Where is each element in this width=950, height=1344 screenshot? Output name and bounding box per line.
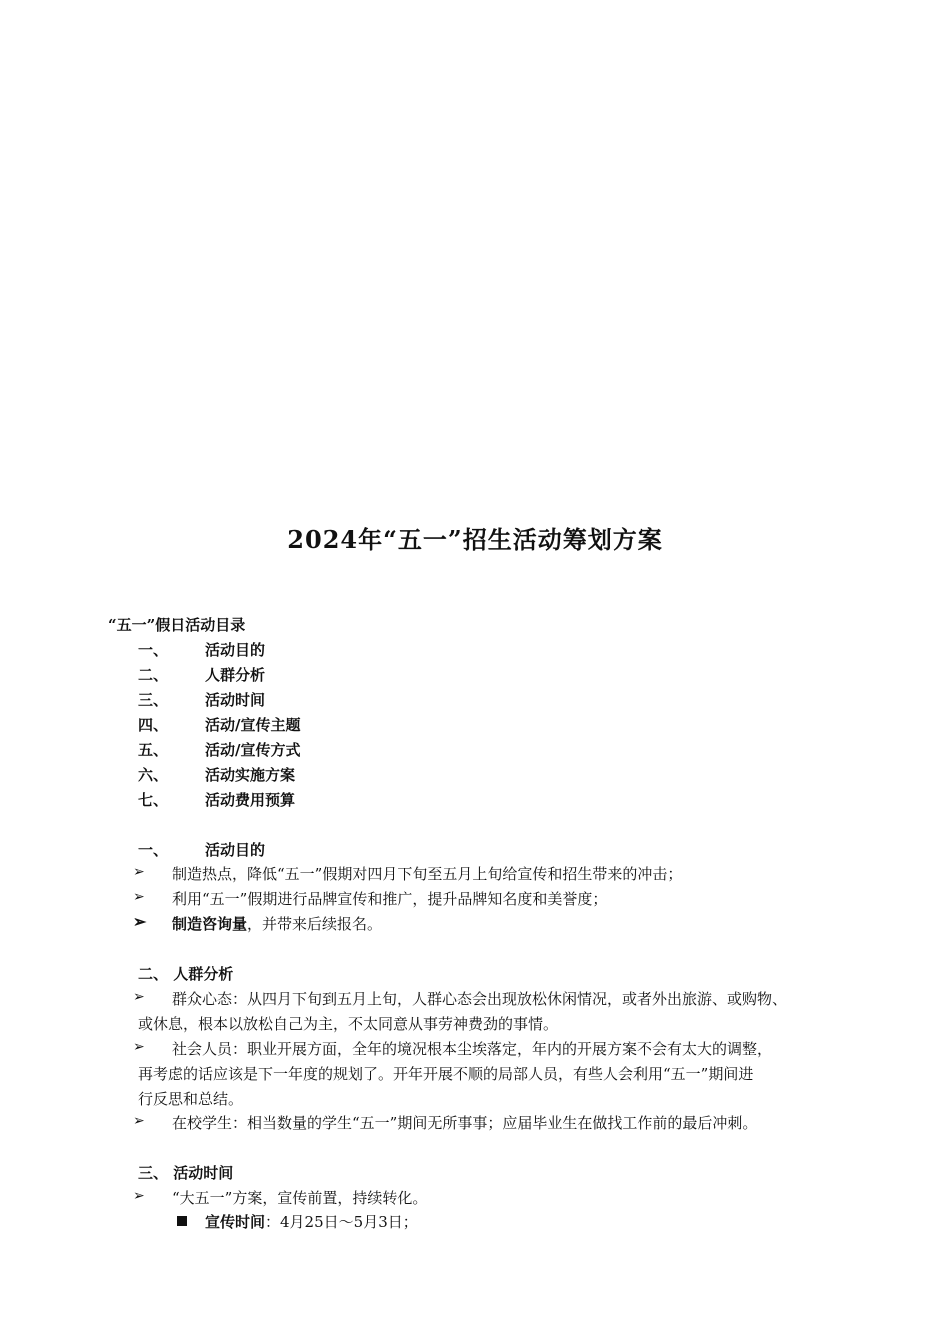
arrow-bullet-icon: ➢ [133,1113,145,1129]
toc-item-number: 六、 [138,766,169,784]
toc-item-text: 活动费用预算 [205,791,296,809]
toc-item-text: 活动/宣传主题 [205,716,301,734]
toc-item-number: 一、 [138,641,169,659]
toc-item-text: 活动时间 [205,691,266,709]
arrow-bullet-icon: ➢ [133,1188,145,1204]
sub-item-label: 宣传时间 [205,1213,266,1231]
section-title: 二、 人群分析 [138,965,234,983]
list-item: 在校学生：相当数量的学生“五一”期间无所事事；应届毕业生在做找工作前的最后冲刺。 [172,1114,758,1132]
toc-item-number: 四、 [138,716,169,734]
list-item: 制造热点，降低“五一”假期对四月下旬至五月上旬给宣传和招生带来的冲击； [172,865,683,883]
toc-item-text: 活动/宣传方式 [205,741,301,759]
toc-item-text: 活动实施方案 [205,766,296,784]
arrow-bullet-icon: ➢ [133,889,145,905]
toc-item-number: 七、 [138,791,169,809]
arrow-bullet-icon: ➢ [133,864,145,880]
arrow-bullet-icon: ➢ [133,1039,145,1055]
toc-heading: “五一”假日活动目录 [108,616,246,634]
emphasis-text: 制造咨询量 [172,915,248,933]
square-bullet-icon [177,1216,187,1226]
list-item-continuation: 再考虑的话应该是下一年度的规划了。开年开展不顺的局部人员，有些人会利用“五一”期间进 [138,1065,754,1083]
arrow-bullet-icon: ➢ [133,989,145,1005]
list-item: 社会人员：职业开展方面，全年的境况根本尘埃落定，年内的开展方案不会有太大的调整， [172,1040,773,1058]
list-item [172,913,382,934]
list-item: 利用“五一”假期进行品牌宣传和推广，提升品牌知名度和美誉度； [172,890,608,908]
arrow-bullet-icon: ➢ [133,912,147,931]
sub-item-value: ：4月25日～5月3日； [265,1213,418,1231]
toc-item-number: 二、 [138,666,169,684]
section-number: 一、 [138,841,169,859]
sub-list-item [205,1211,418,1232]
list-item-continuation: 行反思和总结。 [138,1090,244,1108]
section-title: 三、 活动时间 [138,1164,234,1182]
toc-item-text: 活动目的 [205,641,266,659]
list-item-rest: ，并带来后续报名。 [247,915,383,933]
document-title: 2024年“五一”招生活动筹划方案 [287,525,663,554]
list-item: “大五一”方案，宣传前置，持续转化。 [172,1189,428,1207]
list-item: 群众心态：从四月下旬到五月上旬，人群心态会出现放松休闲情况，或者外出旅游、或购物、 [172,990,788,1008]
toc-item-text: 人群分析 [205,666,266,684]
toc-item-number: 三、 [138,691,169,709]
list-item-continuation: 或休息，根本以放松自己为主，不太同意从事劳神费劲的事情。 [138,1015,559,1033]
section-title: 活动目的 [205,841,266,859]
toc-item-number: 五、 [138,741,169,759]
